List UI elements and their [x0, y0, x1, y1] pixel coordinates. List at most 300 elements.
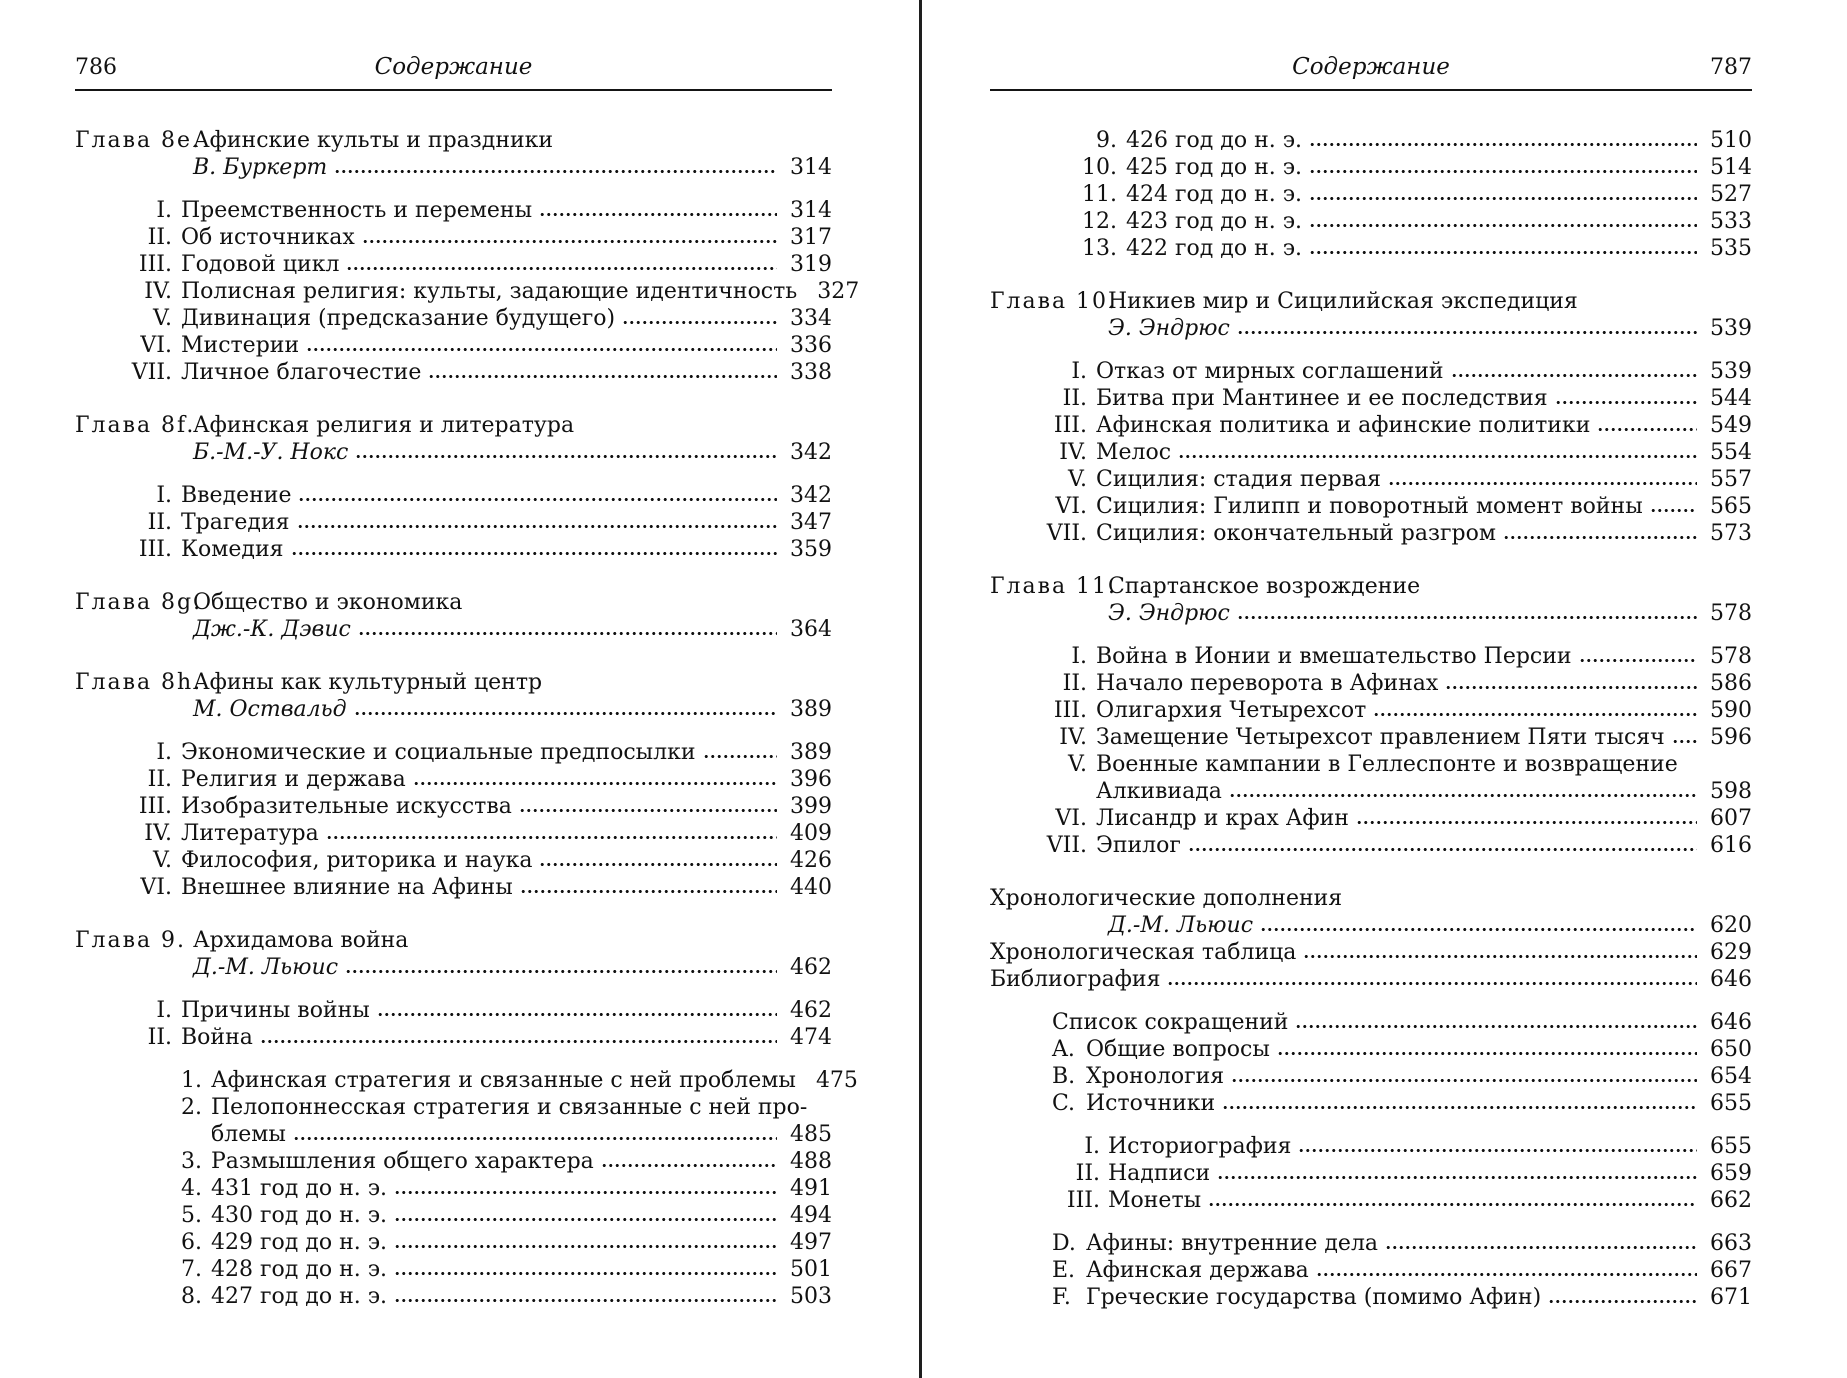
entry-page: 655 — [1710, 1134, 1752, 1159]
entry-title: Эпилог — [1096, 833, 1181, 858]
toc-entry — [75, 1229, 832, 1256]
chapter-heading — [990, 573, 1752, 600]
entry-title: 431 год до н. э. — [211, 1176, 388, 1201]
leader-dots — [377, 1012, 777, 1017]
entry-page: 578 — [1710, 644, 1752, 669]
leader-dots — [293, 1136, 777, 1141]
chapter-label: Глава 8h. — [75, 670, 203, 695]
leader-dots — [539, 212, 777, 217]
toc-entry — [75, 482, 832, 509]
entry-title: Надписи — [1108, 1161, 1211, 1186]
entry-title: Афинская держава — [1086, 1258, 1309, 1283]
toc-entry — [75, 1094, 832, 1148]
leader-dots — [354, 711, 777, 716]
chapter-label: Глава 9. — [75, 928, 186, 953]
entry-title: Мистерии — [181, 333, 300, 358]
entry-number: V. — [152, 306, 172, 331]
toc-entry — [990, 670, 1752, 697]
toc-entry — [75, 251, 832, 278]
toc-entry — [75, 127, 832, 181]
toc-entry — [75, 739, 832, 766]
entry-page: 596 — [1710, 725, 1752, 750]
entry-line — [75, 766, 832, 793]
leader-dots — [358, 631, 777, 636]
toc-entry — [990, 439, 1752, 466]
entry-page: 497 — [790, 1230, 832, 1255]
toc-entry — [990, 805, 1752, 832]
entry-line — [990, 912, 1752, 939]
entry-title: Внешнее влияние на Афины — [181, 875, 513, 900]
entry-title: 425 год до н. э. — [1126, 155, 1303, 180]
toc-entry — [990, 1284, 1752, 1311]
entry-title: 428 год до н. э. — [211, 1257, 388, 1282]
chapter-heading — [75, 127, 832, 154]
entry-title: Афинские культы и праздники — [193, 128, 554, 153]
entry-page: 336 — [790, 333, 832, 358]
entry-number: 4. — [181, 1176, 202, 1201]
toc-entry — [75, 536, 832, 563]
leader-dots — [1231, 1078, 1697, 1083]
entry-number: E. — [1052, 1258, 1076, 1283]
toc-entry — [990, 643, 1752, 670]
entry-title: Монеты — [1108, 1188, 1202, 1213]
entry-number: VII. — [1046, 833, 1087, 858]
entry-page: 510 — [1710, 128, 1752, 153]
leader-dots — [622, 320, 777, 325]
page-number: 787 — [1710, 55, 1752, 80]
entry-page: 629 — [1710, 940, 1752, 965]
entry-title: Библиография — [990, 967, 1161, 992]
leader-dots — [394, 1217, 777, 1222]
leader-dots — [298, 497, 777, 502]
leader-dots — [1237, 330, 1697, 335]
entry-page: 667 — [1710, 1258, 1752, 1283]
running-head: Содержание — [1292, 54, 1450, 80]
entry-line — [990, 1284, 1752, 1311]
toc-entry — [75, 847, 832, 874]
leader-dots — [1309, 142, 1697, 147]
entry-number: II. — [147, 1025, 172, 1050]
leader-dots — [1385, 1245, 1697, 1250]
entry-page: 485 — [790, 1122, 832, 1147]
entry-author: Э. Эндрюс — [1108, 601, 1230, 626]
entry-number: VII. — [131, 360, 172, 385]
entry-title: 427 год до н. э. — [211, 1284, 388, 1309]
entry-line — [990, 1090, 1752, 1117]
entry-title: Об источниках — [181, 225, 355, 250]
entry-title: Годовой цикл — [181, 252, 340, 277]
entry-line — [990, 1063, 1752, 1090]
entry-page: 396 — [790, 767, 832, 792]
entry-title: Общество и экономика — [193, 590, 463, 615]
leader-dots — [326, 835, 777, 840]
entry-number: 1. — [181, 1068, 202, 1093]
entry-title: Философия, риторика и наука — [181, 848, 533, 873]
entry-page: 565 — [1710, 494, 1752, 519]
toc-entry — [990, 520, 1752, 547]
entry-line — [990, 235, 1752, 262]
toc-entry — [990, 697, 1752, 724]
entry-page: 342 — [790, 440, 832, 465]
leader-dots — [260, 1039, 777, 1044]
entry-title: Комедия — [181, 537, 284, 562]
entry-number: III. — [1066, 1188, 1100, 1213]
entry-line — [75, 1256, 832, 1283]
leader-dots — [306, 347, 777, 352]
leader-dots — [1555, 400, 1697, 405]
entry-number: III. — [1053, 698, 1087, 723]
entry-number: F. — [1052, 1285, 1071, 1310]
entry-number: II. — [1062, 671, 1087, 696]
entry-line — [75, 1229, 832, 1256]
entry-page: 359 — [790, 537, 832, 562]
entry-number: 13. — [1082, 236, 1117, 261]
entry-line — [75, 1175, 832, 1202]
leader-dots — [1579, 658, 1697, 663]
entry-page: 347 — [790, 510, 832, 535]
entry-page: 527 — [1710, 182, 1752, 207]
toc-entry — [990, 358, 1752, 385]
leader-dots — [1503, 535, 1697, 540]
chapter-heading — [990, 288, 1752, 315]
entry-title: Причины войны — [181, 998, 370, 1023]
entry-line — [990, 412, 1752, 439]
entry-line — [990, 466, 1752, 493]
leader-dots — [1295, 1024, 1697, 1029]
entry-number: 3. — [181, 1149, 202, 1174]
entry-number: II. — [1062, 386, 1087, 411]
toc-entry — [75, 589, 832, 643]
entry-line — [990, 208, 1752, 235]
entry-line — [75, 305, 832, 332]
toc-entry — [75, 820, 832, 847]
leader-dots — [1167, 981, 1697, 986]
entry-page: 544 — [1710, 386, 1752, 411]
entry-page: 317 — [790, 225, 832, 250]
leader-dots — [394, 1298, 777, 1303]
leader-dots — [601, 1163, 777, 1168]
entry-page: 462 — [790, 998, 832, 1023]
entry-page: 646 — [1710, 967, 1752, 992]
entry-line — [990, 181, 1752, 208]
entry-number: I. — [156, 483, 172, 508]
entry-page: 533 — [1710, 209, 1752, 234]
leader-dots — [394, 1244, 777, 1249]
entry-page: 539 — [1710, 359, 1752, 384]
entry-title: Хронологические дополнения — [990, 886, 1343, 911]
chapter-label: Глава 8g. — [75, 590, 203, 615]
entry-number: 7. — [181, 1257, 202, 1282]
entry-line — [75, 482, 832, 509]
entry-author: Дж.-К. Дэвис — [193, 617, 351, 642]
entry-number: I. — [1084, 1134, 1100, 1159]
entry-page: 659 — [1710, 1161, 1752, 1186]
entry-title: Афинская религия и литература — [193, 413, 575, 438]
toc-entry — [75, 1175, 832, 1202]
entry-number: I. — [1071, 359, 1087, 384]
toc-entry — [75, 1067, 858, 1094]
leader-dots — [1222, 1105, 1697, 1110]
chapter-heading — [75, 412, 832, 439]
entry-page: 338 — [790, 360, 832, 385]
entry-title: Религия и держава — [181, 767, 406, 792]
entry-title: 429 год до н. э. — [211, 1230, 388, 1255]
leader-dots — [703, 754, 777, 759]
entry-page: 399 — [790, 794, 832, 819]
toc-entry — [990, 288, 1752, 342]
entry-line — [990, 385, 1752, 412]
entry-title: Трагедия — [181, 510, 290, 535]
entry-line — [75, 616, 832, 643]
right-page — [990, 0, 1752, 1311]
leader-dots — [1451, 373, 1697, 378]
entry-title: Сицилия: окончательный разгром — [1096, 521, 1496, 546]
entry-number: I. — [1071, 644, 1087, 669]
entry-line — [75, 1148, 832, 1175]
entry-title: Хронологическая таблица — [990, 940, 1297, 965]
chapter-label: Глава 8f. — [75, 413, 196, 438]
entry-title: Общие вопросы — [1086, 1037, 1270, 1062]
entry-line — [75, 251, 832, 278]
entry-page: 488 — [790, 1149, 832, 1174]
entry-line — [990, 1230, 1752, 1257]
entry-title: 424 год до н. э. — [1126, 182, 1303, 207]
toc-entry — [990, 235, 1752, 262]
leader-dots — [1208, 1202, 1697, 1207]
leader-dots — [362, 239, 777, 244]
entry-page: 389 — [790, 697, 832, 722]
entry-title: 430 год до н. э. — [211, 1203, 388, 1228]
entry-page: 598 — [1710, 779, 1752, 804]
entry-page: 650 — [1710, 1037, 1752, 1062]
entry-title: Экономические и социальные предпосылки — [181, 740, 696, 765]
entry-title: Сицилия: стадия первая — [1096, 467, 1382, 492]
entry-number: V. — [1067, 467, 1087, 492]
toc-entry — [75, 332, 832, 359]
leader-dots — [1650, 508, 1697, 513]
entry-line — [990, 1009, 1752, 1036]
entry-line — [990, 493, 1752, 520]
toc-entry — [75, 197, 832, 224]
entry-title: Источники — [1086, 1091, 1216, 1116]
entry-number: I. — [156, 998, 172, 1023]
toc-entry — [990, 1133, 1752, 1160]
entry-line — [75, 439, 832, 466]
entry-line — [75, 1024, 832, 1051]
leader-dots — [1229, 793, 1697, 798]
leader-dots — [1672, 739, 1697, 744]
entry-page: 662 — [1710, 1188, 1752, 1213]
leader-dots — [1309, 223, 1697, 228]
entry-title: Историография — [1108, 1134, 1292, 1159]
leader-dots — [1316, 1272, 1697, 1277]
entry-author: Д.-М. Льюис — [1108, 913, 1254, 938]
entry-title: Лисандр и крах Афин — [1096, 806, 1349, 831]
leader-dots — [291, 551, 778, 556]
toc-list — [75, 127, 860, 1310]
entry-page: 475 — [815, 1068, 858, 1093]
entry-line — [75, 954, 832, 981]
entry-line — [75, 224, 832, 251]
entry-line — [75, 1067, 858, 1094]
leader-dots — [1309, 250, 1697, 255]
entry-number: II. — [147, 510, 172, 535]
entry-page: 616 — [1710, 833, 1752, 858]
entry-title: Замещение Четырехсот правлением Пяти тысяч — [1096, 725, 1665, 750]
leader-dots — [1303, 954, 1697, 959]
entry-line — [75, 1121, 832, 1148]
entry-page: 314 — [790, 155, 832, 180]
entry-page: 554 — [1710, 440, 1752, 465]
chapter-label: Глава 10. — [990, 289, 1117, 314]
entry-number: VI. — [1055, 806, 1087, 831]
entry-line — [990, 127, 1752, 154]
page-number: 786 — [75, 55, 117, 80]
entry-page: 654 — [1710, 1064, 1752, 1089]
entry-page: 440 — [790, 875, 832, 900]
leader-dots — [1277, 1051, 1697, 1056]
entry-title: Афинская стратегия и связанные с ней проблемы — [211, 1068, 796, 1093]
entry-page: 620 — [1710, 913, 1752, 938]
toc-entry — [990, 966, 1752, 993]
entry-title: 422 год до н. э. — [1126, 236, 1303, 261]
entry-title: Война в Ионии и вмешательство Персии — [1096, 644, 1572, 669]
leader-dots — [1445, 685, 1697, 690]
chapter-heading — [990, 885, 1752, 912]
leader-dots — [1178, 454, 1697, 459]
entry-page: 573 — [1710, 521, 1752, 546]
toc-entry — [75, 509, 832, 536]
entry-title: Военные кампании в Геллеспонте и возвращение — [1096, 752, 1678, 777]
entry-title: Литература — [181, 821, 319, 846]
toc-entry — [990, 181, 1752, 208]
entry-line — [75, 332, 832, 359]
entry-title: Война — [181, 1025, 253, 1050]
entry-page: 590 — [1710, 698, 1752, 723]
entry-title: 426 год до н. э. — [1126, 128, 1303, 153]
toc-entry — [990, 493, 1752, 520]
right-page-header — [990, 54, 1752, 91]
entry-page: 514 — [1710, 155, 1752, 180]
entry-title: Начало переворота в Афинах — [1096, 671, 1439, 696]
entry-title-continuation: блемы — [211, 1122, 286, 1147]
entry-title: Преемственность и перемены — [181, 198, 533, 223]
entry-page: 663 — [1710, 1231, 1752, 1256]
entry-number: IV. — [1059, 725, 1087, 750]
entry-line — [75, 696, 832, 723]
toc-entry — [75, 793, 832, 820]
entry-title: Личное благочестие — [181, 360, 422, 385]
entry-line — [990, 832, 1752, 859]
chapter-heading — [75, 669, 832, 696]
toc-entry — [75, 412, 832, 466]
entry-line — [990, 751, 1752, 778]
entry-title: Изобразительные искусства — [181, 794, 512, 819]
toc-entry — [990, 751, 1752, 805]
entry-number: IV. — [1059, 440, 1087, 465]
entry-number: 6. — [181, 1230, 202, 1255]
entry-number: III. — [138, 252, 172, 277]
entry-number: 2. — [181, 1095, 202, 1120]
entry-line — [990, 1160, 1752, 1187]
entry-number: VI. — [1055, 494, 1087, 519]
toc-entry — [990, 385, 1752, 412]
toc-entry — [990, 208, 1752, 235]
entry-line — [990, 520, 1752, 547]
entry-number: V. — [152, 848, 172, 873]
toc-entry — [990, 1036, 1752, 1063]
entry-line — [75, 847, 832, 874]
entry-title: Никиев мир и Сицилийская экспедиция — [1108, 289, 1578, 314]
entry-line — [990, 805, 1752, 832]
entry-line — [75, 509, 832, 536]
entry-page: 389 — [790, 740, 832, 765]
entry-title: Введение — [181, 483, 292, 508]
entry-title: Дивинация (предсказание будущего) — [181, 306, 616, 331]
entry-title: Полисная религия: культы, задающие идентичность — [181, 279, 798, 304]
entry-number: 9. — [1096, 128, 1117, 153]
left-page — [75, 0, 860, 1310]
entry-page: 364 — [790, 617, 832, 642]
leader-dots — [1548, 1299, 1697, 1304]
entry-number: 8. — [181, 1284, 202, 1309]
toc-entry — [75, 669, 832, 723]
entry-line — [75, 197, 832, 224]
leader-dots — [413, 781, 777, 786]
leader-dots — [1356, 820, 1697, 825]
entry-number: A. — [1052, 1037, 1075, 1062]
entry-number: III. — [138, 537, 172, 562]
entry-number: 12. — [1082, 209, 1117, 234]
entry-number: III. — [138, 794, 172, 819]
entry-line — [75, 997, 832, 1024]
toc-entry — [990, 412, 1752, 439]
entry-number: II. — [147, 225, 172, 250]
entry-number: III. — [1053, 413, 1087, 438]
toc-entry — [75, 1256, 832, 1283]
entry-title: Битва при Мантинее и ее последствия — [1096, 386, 1548, 411]
entry-page: 535 — [1710, 236, 1752, 261]
entry-line — [75, 536, 832, 563]
entry-author: Э. Эндрюс — [1108, 316, 1230, 341]
entry-page: 557 — [1710, 467, 1752, 492]
entry-author: Б.-М.-У. Нокс — [193, 440, 349, 465]
entry-title: Афины: внутренние дела — [1086, 1231, 1379, 1256]
entry-line — [990, 939, 1752, 966]
entry-page: 586 — [1710, 671, 1752, 696]
entry-line — [75, 1094, 832, 1121]
leader-dots — [1309, 196, 1697, 201]
toc-entry — [990, 1160, 1752, 1187]
entry-title: 423 год до н. э. — [1126, 209, 1303, 234]
entry-page: 319 — [790, 252, 832, 277]
entry-number: I. — [156, 198, 172, 223]
toc-entry — [990, 1063, 1752, 1090]
left-page-header — [75, 54, 832, 91]
page-divider — [919, 0, 922, 1378]
entry-title: Спартанское возрождение — [1108, 574, 1421, 599]
leader-dots — [1597, 427, 1697, 432]
leader-dots — [1298, 1148, 1697, 1153]
chapter-heading — [75, 589, 832, 616]
entry-line — [990, 966, 1752, 993]
entry-author: В. Буркерт — [193, 155, 328, 180]
leader-dots — [334, 169, 777, 174]
toc-entry — [75, 1024, 832, 1051]
entry-author: М. Оствальд — [193, 697, 347, 722]
entry-number: IV. — [144, 279, 172, 304]
toc-entry — [990, 1257, 1752, 1284]
